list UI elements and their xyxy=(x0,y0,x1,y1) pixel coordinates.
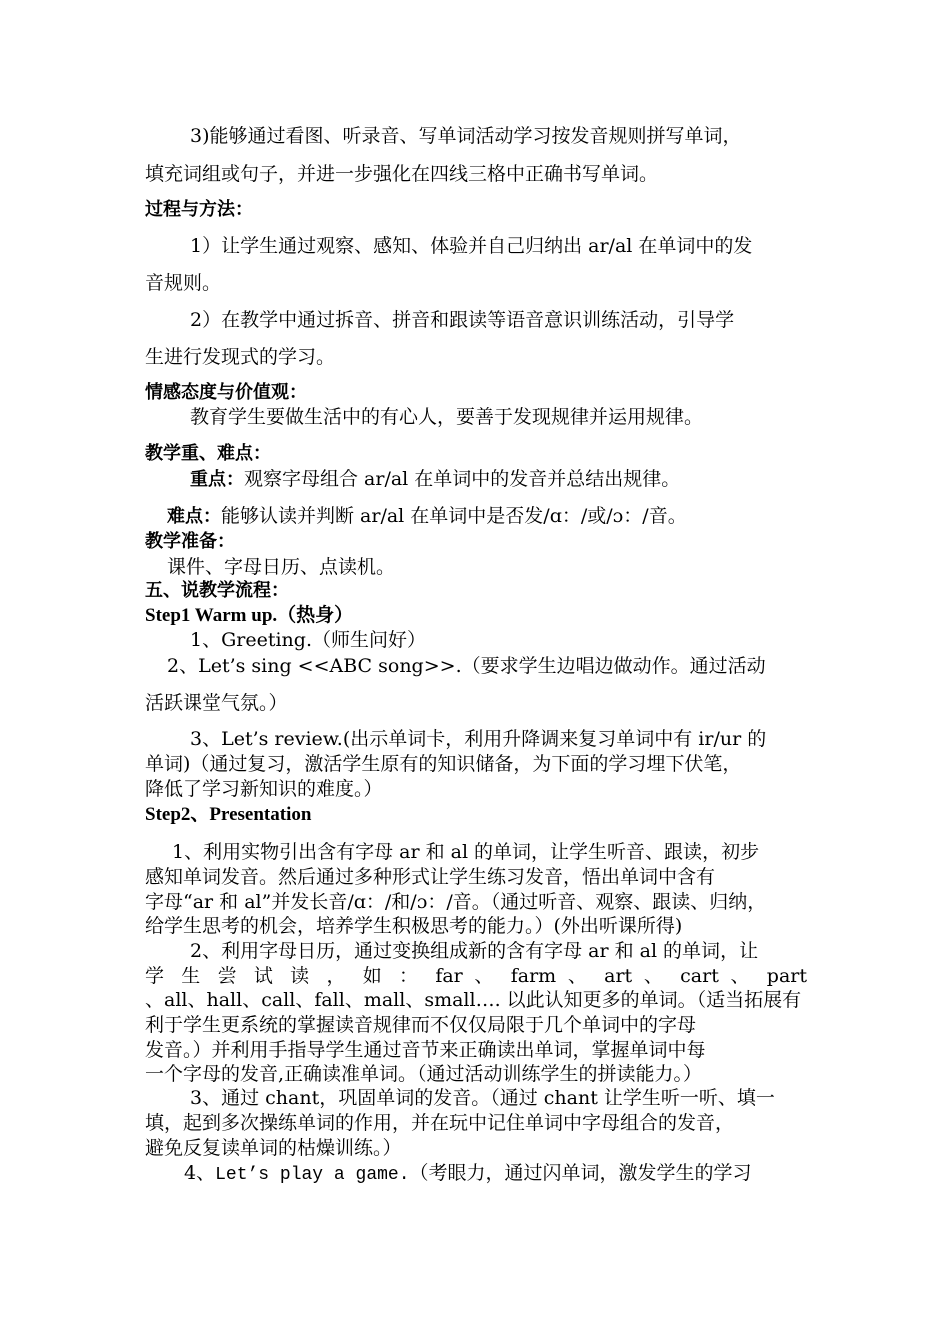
step1-heading: Step1 Warm up.（热身） xyxy=(145,605,354,626)
section-heading-key-points: 教学重、难点： xyxy=(145,443,271,464)
paragraph-line: 课件、字母日历、点读机。 xyxy=(167,556,396,578)
paragraph-line: 避免反复读单词的枯燥训练。） xyxy=(145,1137,402,1159)
paragraph-line: 利于学生更系统的掌握读音规律而不仅仅局限于几个单词中的字母 xyxy=(145,1014,697,1036)
paragraph-line: 音规则。 xyxy=(145,272,222,294)
paragraph-line: 填充词组或句子，并进一步强化在四线三格中正确书写单词。 xyxy=(145,163,659,185)
paragraph-line: 生进行发现式的学习。 xyxy=(145,346,336,368)
item-text: （考眼力，通过闪单词，激发学生的学习 xyxy=(409,1162,752,1184)
paragraph-line: 字母“ar 和 al”并发长音/ɑ：/和/ɔ：/音。（通过听音、观察、跟读、归纳， xyxy=(145,891,767,913)
paragraph-line: 2、利用字母日历，通过变换组成新的含有字母 ar 和 al 的单词，让 xyxy=(190,940,759,962)
paragraph-line: 活跃课堂气氛。） xyxy=(145,692,288,714)
paragraph-line: 填，起到多次操练单词的作用，并在玩中记住单词中字母组合的发音， xyxy=(145,1112,735,1134)
paragraph-line: 降低了学习新知识的难度。） xyxy=(145,778,383,800)
difficulty-label: 难点： xyxy=(167,506,221,527)
key-point-label: 重点： xyxy=(190,469,244,490)
paragraph-line: 教育学生要做生活中的有心人，要善于发现规律并运用规律。 xyxy=(190,406,704,428)
paragraph-line: 1、Greeting.（师生问好） xyxy=(190,629,426,651)
paragraph-line: 给学生思考的机会，培养学生积极思考的能力。）(外出听课所得) xyxy=(145,915,683,937)
paragraph-line: 感知单词发音。然后通过多种形式让学生练习发音，悟出单词中含有 xyxy=(145,866,716,888)
paragraph-line: 发音。）并利用手指导学生通过音节来正确读出单词，掌握单词中每 xyxy=(145,1039,706,1061)
game-title: Let’s play a game. xyxy=(215,1165,410,1185)
paragraph-line: 3、通过 chant，巩固单词的发音。（通过 chant 让学生听一听、填一 xyxy=(190,1087,775,1109)
section-heading-attitude: 情感态度与价值观： xyxy=(145,382,307,403)
difficulty-line xyxy=(167,507,687,526)
difficulty-text: 能够认读并判断 ar/al 在单词中是否发/ɑ：/或/ɔ：/音。 xyxy=(221,505,687,527)
paragraph-line xyxy=(184,1164,752,1184)
section-heading-preparation: 教学准备： xyxy=(145,531,235,552)
paragraph-line: 一个字母的发音,正确读准单词。（通过活动训练学生的拼读能力。） xyxy=(145,1063,703,1085)
section-heading-process: 过程与方法： xyxy=(145,199,253,220)
step2-heading: Step2、Presentation xyxy=(145,804,312,825)
section-heading-teaching-flow: 五、说教学流程： xyxy=(145,580,289,601)
item-number: 4、 xyxy=(184,1162,216,1184)
paragraph-line: 3)能够通过看图、听录音、写单词活动学习按发音规则拼写单词， xyxy=(190,125,742,147)
paragraph-line: 、all、hall、call、fall、mall、small…. 以此认知更多的单词。（适当拓展有 xyxy=(145,989,802,1011)
paragraph-line: 单词)（通过复习，激活学生原有的知识储备，为下面的学习埋下伏笔， xyxy=(145,753,742,775)
key-point-text: 观察字母组合 ar/al 在单词中的发音并总结出规律。 xyxy=(244,468,681,490)
paragraph-line: 学 生 尝 试 读 ， 如 ： far 、 farm 、 art 、 cart 、 part xyxy=(145,965,807,987)
paragraph-line: 1）让学生通过观察、感知、体验并自己归纳出 ar/al 在单词中的发 xyxy=(190,235,753,257)
paragraph-line: 3、Let’s review.(出示单词卡，利用升降调来复习单词中有 ir/ur 的 xyxy=(190,728,767,750)
paragraph-line: 2、Let’s sing <<ABC song>>.（要求学生边唱边做动作。通过活动 xyxy=(167,655,766,677)
key-point-line xyxy=(190,470,680,489)
paragraph-line: 2）在教学中通过拆音、拼音和跟读等语音意识训练活动，引导学 xyxy=(190,309,735,331)
paragraph-line: 1、利用实物引出含有字母 ar 和 al 的单词，让学生听音、跟读，初步 xyxy=(172,841,760,863)
